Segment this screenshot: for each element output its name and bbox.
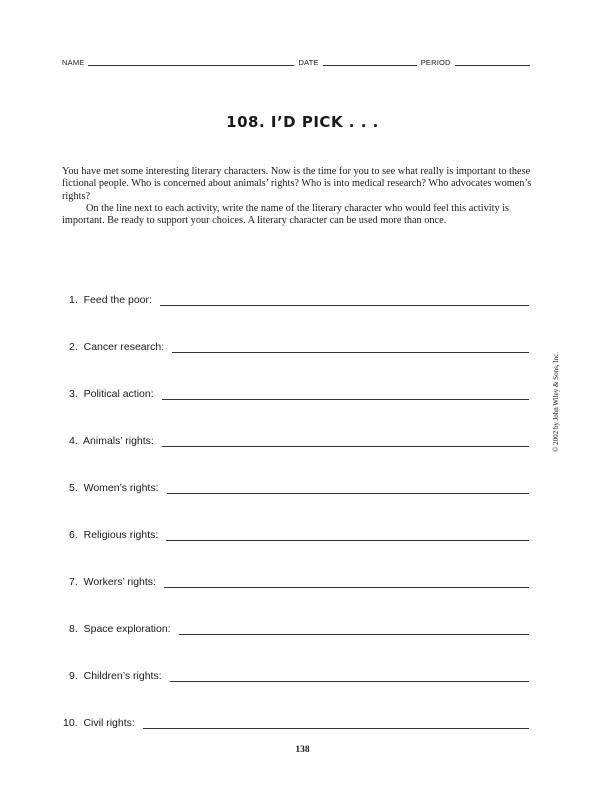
item-number: 5. bbox=[69, 482, 78, 494]
item-number: 7. bbox=[69, 576, 78, 588]
name-field-line[interactable] bbox=[88, 65, 294, 66]
answer-line[interactable] bbox=[143, 717, 529, 729]
period-field-line[interactable] bbox=[455, 65, 530, 66]
item-prompt bbox=[69, 623, 171, 636]
answer-line[interactable] bbox=[162, 388, 529, 400]
item-prompt bbox=[69, 294, 152, 307]
item-label: Cancer research: bbox=[83, 341, 165, 353]
answer-line[interactable] bbox=[179, 623, 529, 635]
copyright-notice: © 2002 by John Wiley & Sons, Inc. bbox=[552, 352, 560, 452]
activity-list bbox=[63, 294, 529, 764]
item-prompt bbox=[69, 482, 159, 495]
list-item bbox=[69, 294, 529, 341]
answer-line[interactable] bbox=[162, 435, 529, 447]
answer-line[interactable] bbox=[160, 294, 529, 306]
item-prompt bbox=[63, 717, 135, 730]
item-prompt bbox=[69, 388, 154, 401]
period-label: PERIOD bbox=[420, 58, 451, 67]
item-prompt bbox=[69, 529, 158, 542]
directions-paragraph: On the line next to each activity, write the name of the literary character who would feel this activity is important. Be ready to support your choices. A literary character can be used more than once. bbox=[62, 202, 510, 227]
item-prompt bbox=[69, 435, 154, 448]
answer-line[interactable] bbox=[172, 341, 529, 353]
item-label: Political action: bbox=[83, 388, 154, 400]
item-label: Feed the poor: bbox=[83, 294, 152, 306]
item-number: 6. bbox=[69, 529, 78, 541]
list-item bbox=[69, 388, 529, 435]
item-prompt bbox=[69, 576, 156, 589]
list-item bbox=[69, 341, 529, 388]
page-number: 138 bbox=[295, 745, 310, 755]
item-prompt bbox=[69, 341, 164, 354]
list-item bbox=[69, 623, 529, 670]
item-label: Women’s rights: bbox=[83, 482, 159, 494]
item-number: 8. bbox=[69, 623, 78, 635]
student-info-header bbox=[62, 55, 530, 67]
item-number: 1. bbox=[69, 294, 78, 306]
item-number: 2. bbox=[69, 341, 78, 353]
item-number: 9. bbox=[69, 670, 78, 682]
name-label: NAME bbox=[62, 58, 85, 67]
answer-line[interactable] bbox=[164, 576, 529, 588]
item-label: Children’s rights: bbox=[83, 670, 162, 682]
instructions bbox=[62, 166, 534, 227]
page-title: 108. I’D PICK . . . bbox=[226, 113, 379, 131]
answer-line[interactable] bbox=[167, 482, 530, 494]
answer-line[interactable] bbox=[166, 529, 529, 541]
list-item bbox=[69, 529, 529, 576]
item-prompt bbox=[69, 670, 162, 683]
list-item bbox=[69, 435, 529, 482]
item-number: 10. bbox=[63, 717, 78, 729]
date-field-line[interactable] bbox=[323, 65, 417, 66]
date-label: DATE bbox=[298, 58, 319, 67]
item-number: 4. bbox=[69, 435, 78, 447]
list-item bbox=[69, 670, 529, 717]
list-item bbox=[69, 482, 529, 529]
item-label: Civil rights: bbox=[83, 717, 135, 729]
item-label: Space exploration: bbox=[83, 623, 171, 635]
item-number: 3. bbox=[69, 388, 78, 400]
item-label: Animals’ rights: bbox=[83, 435, 154, 447]
answer-line[interactable] bbox=[170, 670, 529, 682]
item-label: Workers’ rights: bbox=[83, 576, 156, 588]
item-label: Religious rights: bbox=[83, 529, 159, 541]
list-item bbox=[69, 576, 529, 623]
list-item bbox=[63, 717, 529, 764]
intro-paragraph: You have met some interesting literary characters. Now is the time for you to see what really is important to these fictional people. Who is concerned about animals’ rights? Who is into medical research? Who advocates women’s rights? bbox=[62, 166, 532, 202]
